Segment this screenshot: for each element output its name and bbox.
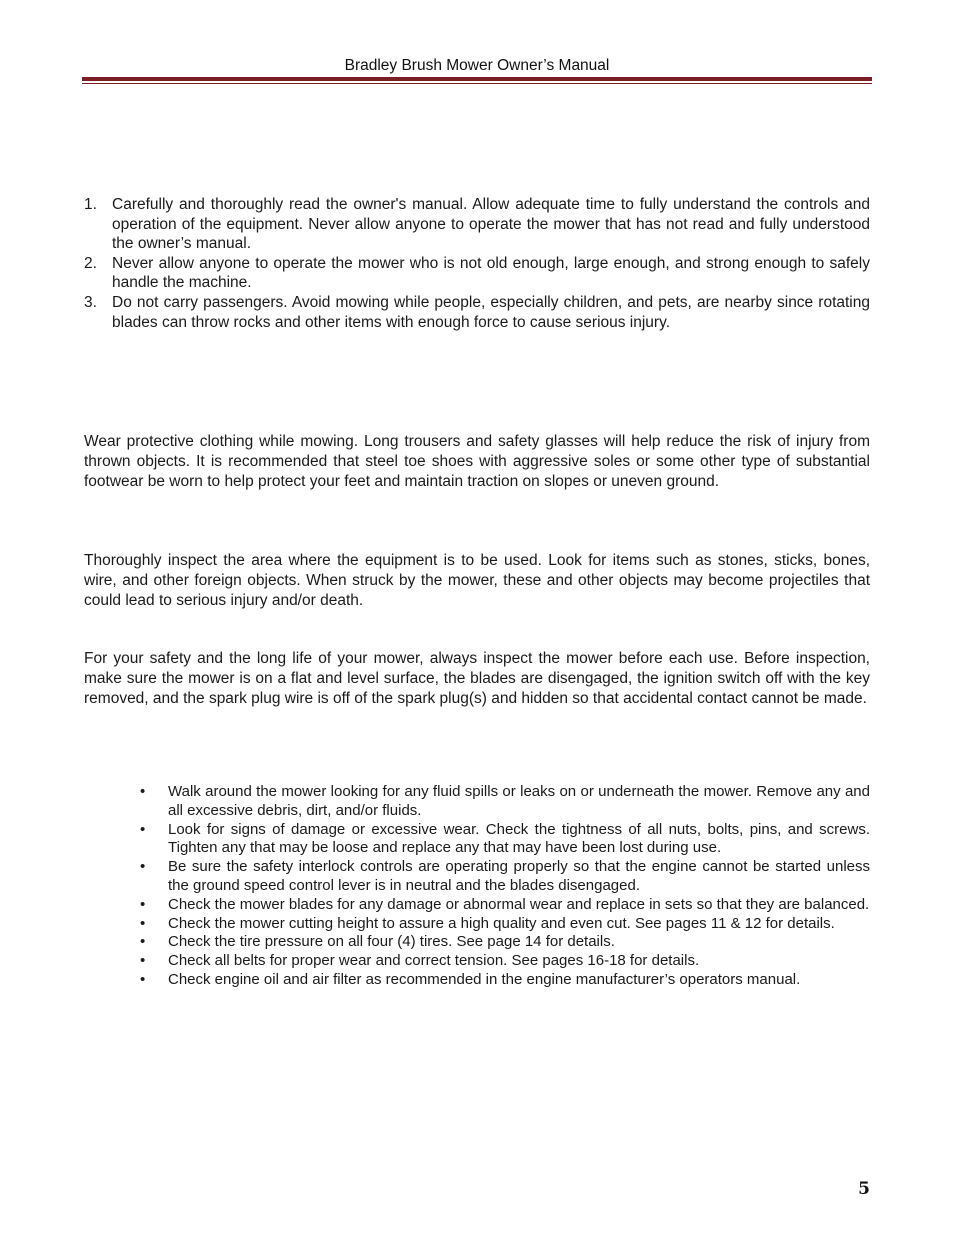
numbered-item (84, 293, 870, 332)
checklist-item (140, 915, 870, 934)
numbered-item (84, 195, 870, 254)
inspect-mower-paragraph: For your safety and the long life of your mower, always inspect the mower before each use. Before inspection, make sure the mower is on a flat and level surface, the blades are disengaged, the ignition switch off with the key removed, and the spark plug wire is off of the spark plug(s) and hidden so that accidental contact cannot be made. (84, 650, 870, 707)
checklist-item (140, 933, 870, 952)
item-text: Never allow anyone to operate the mower who is not old enough, large enough, and strong enough to safely handle the machine. (112, 254, 870, 292)
numbered-item (84, 254, 870, 293)
checklist-text: Check the mower blades for any damage or abnormal wear and replace in sets so that they are balanced. (168, 895, 870, 913)
item-text: Do not carry passengers. Avoid mowing while people, especially children, and pets, are nearby since rotating blades can throw rocks and other items with enough force to cause serious injury. (112, 293, 870, 331)
header-rule-thin (82, 83, 872, 84)
bullet-icon: • (140, 952, 146, 970)
manual-title: Bradley Brush Mower Owner’s Manual (344, 57, 610, 74)
checklist-item (140, 952, 870, 971)
checklist-text: Check engine oil and air filter as recommended in the engine manufacturer’s operators manual. (168, 970, 801, 988)
bullet-icon: • (140, 914, 146, 932)
checklist-text: Look for signs of damage or excessive wear. Check the tightness of all nuts, bolts, pins, and screws. Tighten any that may be loose and replace any that may have been lost during use. (168, 820, 870, 857)
item-number: 2. (84, 254, 97, 272)
item-number: 3. (84, 293, 97, 311)
item-text: Carefully and thoroughly read the owner's manual. Allow adequate time to fully understand the controls and operation of the equipment. Never allow anyone to operate the mower that has not read and fully understood the owner’s manual. (112, 196, 870, 253)
bullet-icon: • (140, 783, 146, 800)
bullet-icon: • (140, 895, 146, 913)
checklist-text: Be sure the safety interlock controls are operating properly so that the engine cannot be started unless the ground speed control lever is in neutral and the blades disengaged. (168, 858, 870, 894)
checklist-text: Check the tire pressure on all four (4) tires. See page 14 for details. (168, 933, 615, 951)
checklist-text: Check the mower cutting height to assure a high quality and even cut. See pages 11 & 12 for details. (168, 914, 835, 932)
protective-clothing-paragraph: Wear protective clothing while mowing. Long trousers and safety glasses will help reduce the risk of injury from thrown objects. It is recommended that steel toe shoes with aggressive soles or some other type of substantial footwear be worn to help protect your feet and maintain traction on slopes or uneven ground. (84, 433, 870, 490)
safety-numbered-list (84, 195, 870, 332)
checklist-text: Walk around the mower looking for any fluid spills or leaks on or underneath the mower. Remove any and all excessive debris, dirt, and/or fluids. (168, 783, 870, 819)
item-number: 1. (84, 196, 97, 213)
checklist-item (140, 783, 870, 821)
bullet-icon: • (140, 858, 146, 876)
checklist-text: Check all belts for proper wear and correct tension. See pages 16-18 for details. (168, 952, 700, 970)
bullet-icon: • (140, 933, 146, 951)
bullet-icon: • (140, 820, 146, 838)
checklist-item (140, 858, 870, 896)
page-number: 5 (858, 1179, 870, 1199)
checklist-item (140, 896, 870, 915)
inspect-area-paragraph: Thoroughly inspect the area where the equipment is to be used. Look for items such as stones, sticks, bones, wire, and other foreign objects. When struck by the mower, these and other objects may become projectiles that could lead to serious injury and/or death. (84, 552, 870, 609)
inspection-checklist (140, 783, 870, 990)
bullet-icon: • (140, 970, 146, 988)
checklist-item (140, 821, 870, 859)
checklist-item (140, 971, 870, 990)
header-rule-thick (82, 77, 872, 81)
